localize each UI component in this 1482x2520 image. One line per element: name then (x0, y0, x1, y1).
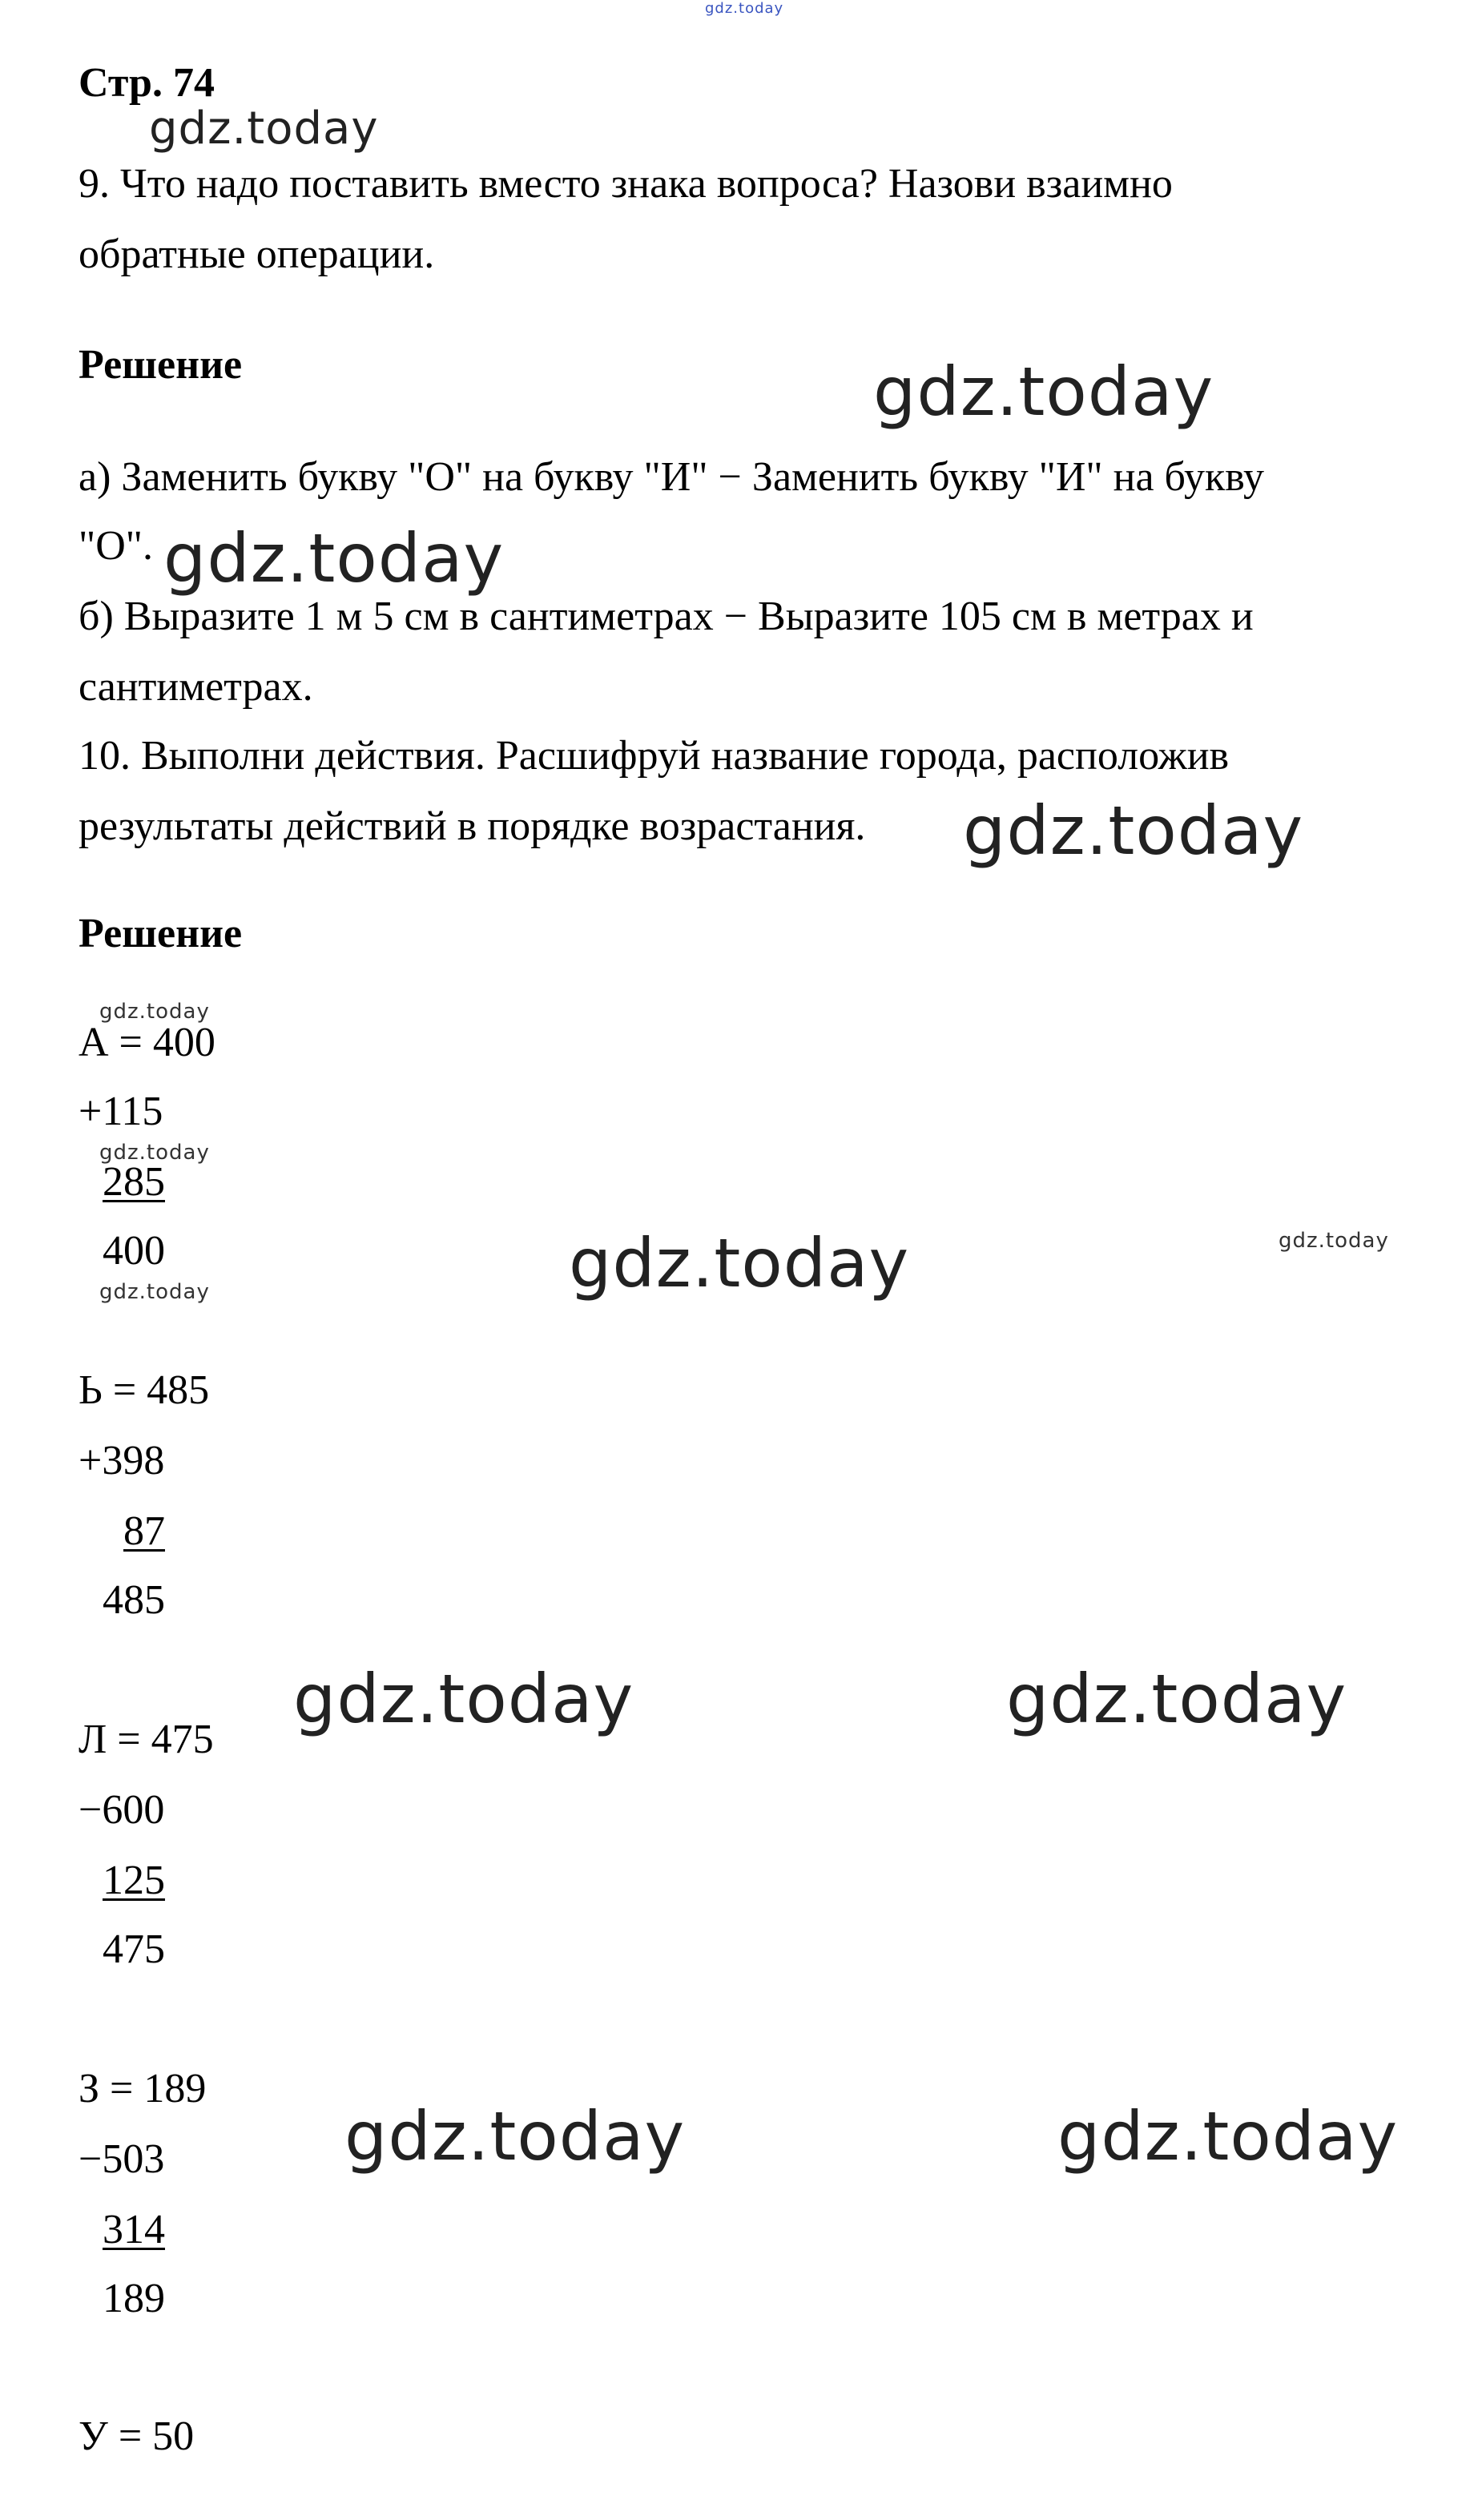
block-u-result: У = 50 (79, 2413, 195, 2459)
block-z-result: З = 189 (79, 2066, 207, 2111)
watermark: gdz.today (293, 1660, 634, 1738)
watermark: gdz.today (163, 519, 505, 598)
block-a-total: 400 (103, 1228, 165, 1274)
block-l-total: 475 (103, 1926, 165, 1972)
task9-answer-b-line1: б) Выразите 1 м 5 см в сантиметрах − Выразите 105 см в метрах и (79, 594, 1254, 639)
block-z-operand: 314 (103, 2207, 165, 2252)
watermark: gdz.today (99, 1141, 210, 1165)
watermark: gdz.today (873, 352, 1214, 431)
task9-solution-heading: Решение (79, 342, 243, 388)
watermark-top: gdz.today (705, 0, 784, 17)
watermark: gdz.today (1006, 1660, 1347, 1738)
block-a-result: А = 400 (79, 1020, 215, 1065)
task10-solution-heading: Решение (79, 911, 243, 956)
watermark: gdz.today (99, 1000, 210, 1024)
watermark: gdz.today (963, 791, 1304, 870)
block-soft-sign-operand: 87 (123, 1508, 165, 1554)
watermark: gdz.today (149, 103, 379, 155)
block-l-operand: 125 (103, 1858, 165, 1903)
task10-question-line2: результаты действий в порядке возрастания. (79, 803, 866, 849)
block-z-op: −503 (79, 2136, 165, 2182)
block-soft-sign-op: +398 (79, 1438, 165, 1483)
watermark: gdz.today (569, 1224, 910, 1302)
block-l-op: −600 (79, 1787, 165, 1833)
block-soft-sign-result: Ь = 485 (79, 1367, 210, 1413)
block-l-result: Л = 475 (79, 1717, 214, 1762)
block-soft-sign-total: 485 (103, 1577, 165, 1623)
page-header: Стр. 74 (79, 60, 215, 106)
task10-question-line1: 10. Выполни действия. Расшифруй название города, расположив (79, 733, 1230, 779)
watermark: gdz.today (1057, 2097, 1399, 2176)
task9-answer-b-line2: сантиметрах. (79, 664, 313, 710)
task9-answer-a-line1: а) Заменить букву "О" на букву "И" − Заменить букву "И" на букву (79, 454, 1265, 500)
watermark: gdz.today (99, 1280, 210, 1304)
block-a-op: +115 (79, 1089, 163, 1134)
watermark: gdz.today (344, 2097, 686, 2176)
watermark: gdz.today (1279, 1229, 1389, 1253)
block-a-operand: 285 (103, 1159, 165, 1205)
task9-question-line1: 9. Что надо поставить вместо знака вопроса? Назови взаимно (79, 161, 1173, 207)
task9-answer-a-line2: "О". (79, 523, 154, 569)
block-z-total: 189 (103, 2276, 165, 2321)
task9-question-line2: обратные операции. (79, 231, 435, 277)
